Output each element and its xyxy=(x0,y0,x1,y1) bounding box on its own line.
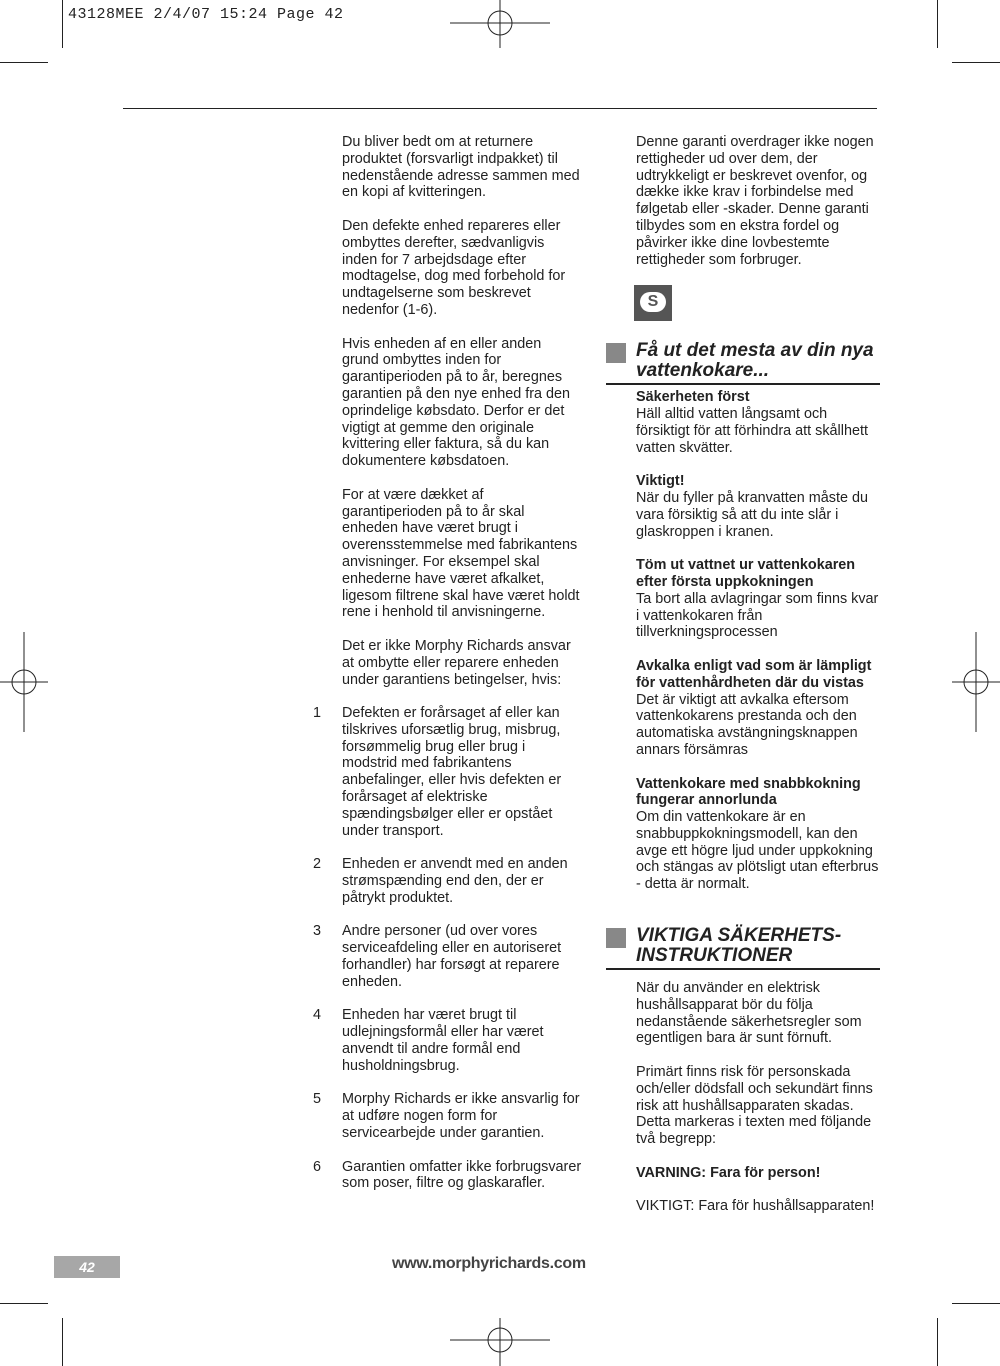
list-text: Andre personer (ud over vores serviceafdeling eller en autoriseret forhandler) har forsøgt at reparere enheden. xyxy=(342,923,562,990)
section-heading xyxy=(606,926,880,970)
info-text: När du fyller på kranvatten måste du vara försiktig så att du inte slår i glaskroppen i kranen. xyxy=(636,489,868,540)
list-text: Garantien omfatter ikke forbrugsvarer som poser, filtre og glaskarafler. xyxy=(342,1158,582,1192)
list-number: 5 xyxy=(313,1091,322,1108)
info-head: Säkerheten först xyxy=(636,389,750,406)
crop-mark xyxy=(937,0,938,48)
list-number: 1 xyxy=(313,705,322,722)
warning-text: VARNING: Fara för person! xyxy=(636,1164,821,1181)
language-badge-label: S xyxy=(640,292,666,312)
registration-mark-icon xyxy=(952,632,1000,732)
right-column xyxy=(636,134,880,1232)
paragraph: Hvis enheden af en eller anden grund ombyttes inden for garantiperioden på to år, beregnes garantien på den nye enhed fra den oprindelige købsdato. Derfor er det vigtigt at gemme den originale kvittering eller faktura, så du kan dokumentere købsdatoen. xyxy=(342,335,571,470)
list-number: 2 xyxy=(313,856,322,873)
list-text: Morphy Richards er ikke ansvarlig for at udføre nogen form for servicearbejde under garantien. xyxy=(342,1091,580,1142)
website-url: www.morphyrichards.com xyxy=(392,1255,586,1272)
heading-square-icon xyxy=(606,343,626,363)
registration-mark-icon xyxy=(450,0,550,48)
crop-mark xyxy=(937,1318,938,1366)
guarantee-paragraph: Denne garanti overdrager ikke nogen rettigheder ud over dem, der udtrykkeligt er beskrevet ovenfor, og dække ikke krav i forbindelse med følgetab eller -skader. Denne garanti tilbydes som en ekstra fordel og påvirker ikke dine lovbestemte rettigheder som forbruger. xyxy=(636,134,874,268)
section-title: VIKTIGA SÄKERHETS-INSTRUKTIONER xyxy=(636,925,842,967)
header-rule xyxy=(123,108,877,109)
list-number: 4 xyxy=(313,1007,322,1024)
crop-mark xyxy=(62,1318,63,1366)
info-block xyxy=(636,776,880,894)
list-item xyxy=(313,1007,582,1074)
list-item xyxy=(313,923,582,990)
list-number: 6 xyxy=(313,1158,322,1175)
crop-mark xyxy=(62,0,63,48)
language-badge xyxy=(634,285,672,321)
list-item xyxy=(313,856,582,906)
print-slug: 43128MEE 2/4/07 15:24 Page 42 xyxy=(68,6,344,23)
list-item xyxy=(313,705,582,839)
paragraph: For at være dækket af garantiperioden på to år skal enheden have været brugt i overensstemmelse med fabrikantens anvisninger. For eksempel skal enhederne have været afkalket, ligesom filtrene skal have været holdt rene i henhold til anvisningerne. xyxy=(342,486,580,621)
registration-mark-icon xyxy=(0,632,48,732)
info-text: Det är viktigt att avkalka eftersom vattenkokarens prestanda och den automatiska avstängningsknappen annars försämras xyxy=(636,691,858,758)
crop-mark xyxy=(952,62,1000,63)
info-block xyxy=(636,557,880,641)
crop-mark xyxy=(0,62,48,63)
info-block xyxy=(636,473,880,540)
paragraph: Du bliver bedt om at returnere produktet (forsvarligt indpakket) til nedenstående adresse sammen med en kopi af kvitteringen. xyxy=(342,134,580,201)
note-text: VIKTIGT: Fara för hushållsapparaten! xyxy=(636,1198,875,1215)
crop-mark xyxy=(0,1303,48,1304)
list-number: 3 xyxy=(313,923,322,940)
heading-square-icon xyxy=(606,928,626,948)
section-title: Få ut det mesta av din nya vattenkokare... xyxy=(636,340,874,382)
list-text: Enheden har været brugt til udlejningsformål eller har været anvendt til andre formål end husholdningsbrug. xyxy=(342,1007,544,1074)
paragraph: När du använder en elektrisk hushållsapparat bör du följa nedanstående säkerhetsregler som egentligen bara är sunt förnuft. xyxy=(636,980,862,1047)
info-head: Töm ut vattnet ur vattenkokaren efter första uppkokningen xyxy=(636,557,856,590)
paragraph: Det er ikke Morphy Richards ansvar at ombytte eller reparere enheden under garantiens betingelser, hvis: xyxy=(342,637,571,688)
page-number: 42 xyxy=(54,1256,120,1278)
paragraph: Primärt finns risk för personskada och/eller dödsfall och sekundärt finns risk att hushållsapparaten skadas. Detta markeras i texten med följande två begrepp: xyxy=(636,1064,873,1148)
info-head: Avkalka enligt vad som är lämpligt för vattenhårdheten där du vistas xyxy=(636,657,872,691)
crop-mark xyxy=(952,1303,1000,1304)
list-text: Enheden er anvendt med en anden strømspænding end den, der er påtrykt produktet. xyxy=(342,856,568,906)
list-item xyxy=(313,1158,582,1193)
info-block xyxy=(636,658,880,759)
list-item xyxy=(313,1091,582,1142)
info-text: Ta bort alla avlagringar som finns kvar i vattenkokaren från tillverkningsprocessen xyxy=(636,590,879,641)
paragraph: Den defekte enhed repareres eller ombyttes derefter, sædvanligvis inden for 7 arbejdsdage efter modtagelse, dog med forbehold for undtagelserne som beskrevet nedenfor (1-6). xyxy=(342,217,566,318)
info-block xyxy=(636,389,880,456)
info-head: Vattenkokare med snabbkokning fungerar annorlunda xyxy=(636,775,861,809)
left-column xyxy=(313,134,582,1209)
list-text: Defekten er forårsaget af eller kan tilskrives uforsætlig brug, misbrug, forsømmelig brug eller brug i modstrid med fabrikantens anbefalinger, eller hvis defekten er forårsaget af elektriske spændingsbølger eller er opstået under transport. xyxy=(342,705,562,839)
section-heading xyxy=(606,341,880,385)
info-text: Om din vattenkokare är en snabbuppkokningsmodell, kan den avge ett högre ljud under uppkokning och stängas av plötsligt utan efterbrus - detta är normalt. xyxy=(636,809,879,893)
info-head: Viktigt! xyxy=(636,473,685,490)
info-text: Häll alltid vatten långsamt och försiktigt för att förhindra att skållhett vatten skvätter. xyxy=(636,405,868,456)
registration-mark-icon xyxy=(450,1318,550,1366)
